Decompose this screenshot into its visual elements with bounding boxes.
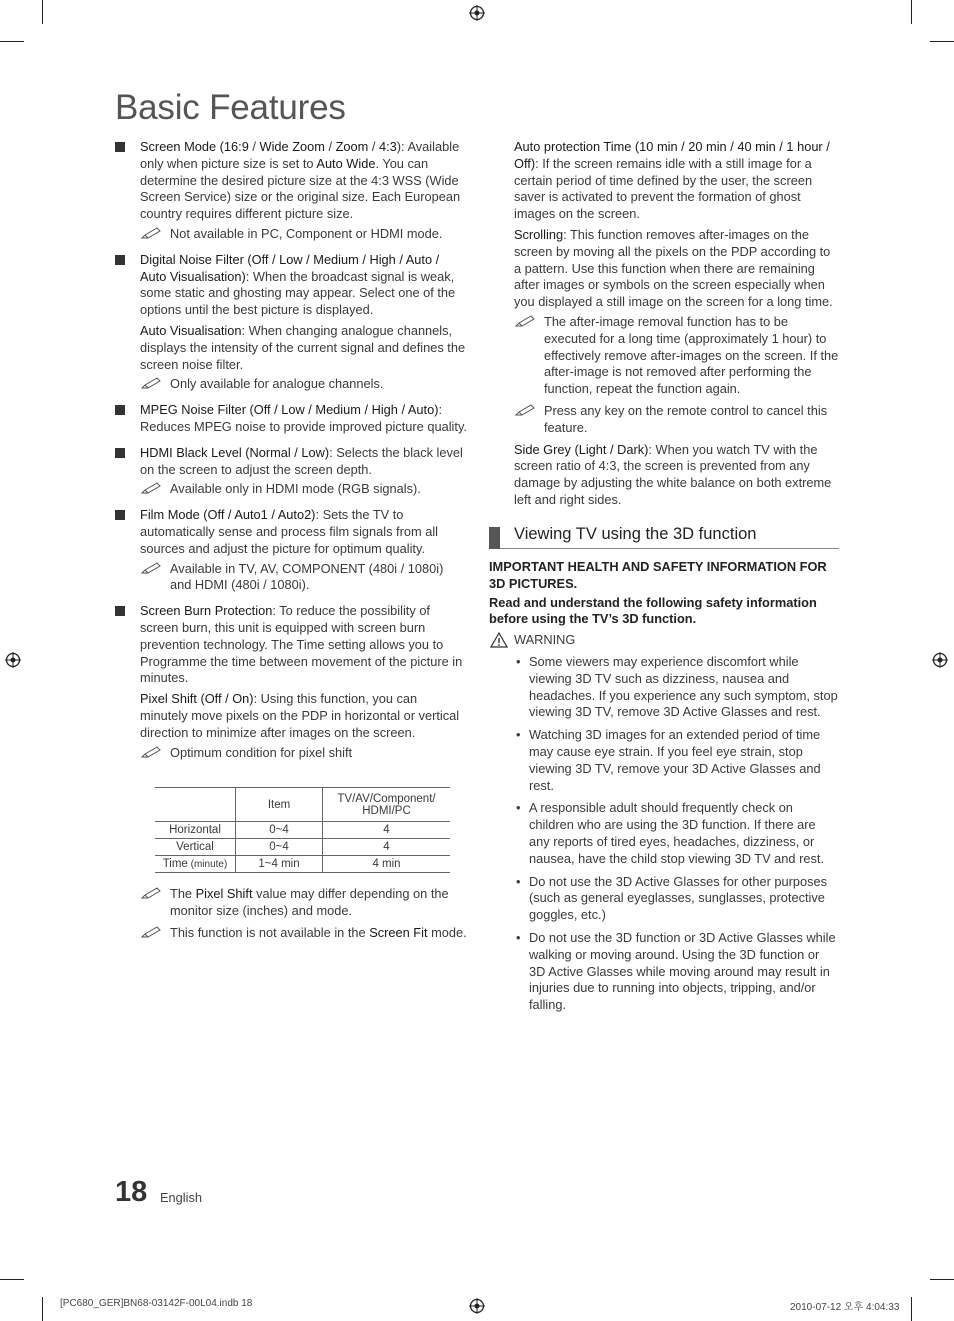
note: This function is not available in the Screen Fit mode. — [140, 925, 467, 942]
crop-mark — [42, 0, 43, 24]
bullet-dot: • — [516, 800, 521, 816]
note: Available only in HDMI mode (RGB signals). — [140, 481, 467, 498]
crop-mark — [911, 0, 912, 24]
warning-triangle-icon — [490, 632, 508, 648]
note: Only available for analogue channels. — [140, 376, 467, 393]
page-number: 18 — [115, 1176, 148, 1208]
pencil-note-icon — [140, 925, 162, 939]
registration-mark-icon — [469, 1298, 485, 1314]
digital-noise-filter-item: Digital Noise Filter (Off / Low / Medium / High / Auto / Auto Visualisation): When the broadcast signal is weak, some static and ghosting may appear. Select one of the options until the best picture is displayed. Auto Visualisation: When changing analogue channels, displays the intensity of the current signal and defines the screen noise filter. Only available for analogue channels. — [115, 252, 467, 393]
important-heading: IMPORTANT HEALTH AND SAFETY INFORMATION FOR 3D PICTURES. — [489, 559, 827, 591]
registration-mark-icon — [5, 652, 21, 668]
pencil-note-icon — [140, 745, 162, 759]
hdmi-black-level-item: HDMI Black Level (Normal / Low): Selects the black level on the screen to adjust the screen depth. Available only in HDMI mode (RGB signals). — [115, 445, 467, 498]
3d-section — [489, 559, 839, 1020]
screen-mode-item: Screen Mode (16:9 / Wide Zoom / Zoom / 4:3): Available only when picture size is set to Auto Wide. You can determine the desired picture size at the 4:3 WSS (Wide Screen Service) size or the original size. Each European country requires different picture size. Not available in PC, Component or HDMI mode. — [115, 139, 467, 243]
square-bullet-icon — [115, 448, 125, 458]
crop-mark — [930, 41, 954, 42]
note: Not available in PC, Component or HDMI mode. — [140, 226, 467, 243]
table-row: Vertical 0~4 4 — [155, 839, 450, 856]
list-item: • Do not use the 3D function or 3D Active Glasses while walking or moving around. Using the 3D function or 3D Active Glasses while moving around may result in injuries due to running into objects, tripping, and/or falling. — [516, 929, 836, 1013]
registration-mark-icon — [469, 5, 485, 21]
pencil-note-icon — [140, 376, 162, 390]
bullet-dot: • — [516, 653, 521, 669]
square-bullet-icon — [115, 606, 125, 616]
bullet-dot: • — [516, 929, 521, 945]
pencil-note-icon — [140, 886, 162, 900]
page-language: English — [160, 1190, 202, 1205]
section-bar — [489, 527, 500, 549]
table-row: Horizontal 0~4 4 — [155, 822, 450, 839]
square-bullet-icon — [115, 405, 125, 415]
square-bullet-icon — [115, 255, 125, 265]
registration-mark-icon — [932, 652, 948, 668]
table-row: Time (minute) 1~4 min 4 min — [155, 856, 450, 873]
screen-burn-protection-item: Screen Burn Protection: To reduce the possibility of screen burn, this unit is equipped with screen burn prevention technology. The Time setting allows you to Programme the time between movement of the picture in minutes. Pixel Shift (Off / On): Using this function, you can minutely move pixels on the PDP in horizontal or vertical direction to minimize after images on the screen. Optimum condition for pixel shift — [115, 603, 467, 761]
crop-mark — [0, 1279, 24, 1280]
warning-heading: WARNING — [489, 632, 839, 649]
page-title: Basic Features — [115, 88, 346, 127]
note: Available in TV, AV, COMPONENT (480i / 1080i) and HDMI (480i / 1080i). — [140, 561, 467, 595]
bullet-dot: • — [516, 873, 521, 889]
table-header-tv: TV/AV/Component/ HDMI/PC — [323, 788, 451, 822]
film-mode-item: Film Mode (Off / Auto1 / Auto2): Sets the TV to automatically sense and process film signals from all sources and adjust the picture for optimum quality. Available in TV, AV, COMPONENT (480i / 1080i) and HDMI (480i / 1080i). — [115, 507, 467, 594]
list-item: • A responsible adult should frequently check on children who are using the 3D function. If there are any reports of tired eyes, headaches, dizziness, or nausea, have the child stop viewing 3D TV and rest. — [516, 800, 824, 866]
important-subheading: Read and understand the following safety information before using the TV’s 3D function. — [489, 594, 817, 627]
left-column — [115, 139, 467, 770]
crop-mark — [911, 1297, 912, 1321]
pencil-note-icon — [140, 226, 162, 240]
note: The Pixel Shift value may differ depending on the monitor size (inches) and mode. — [140, 886, 467, 920]
list-item: • Do not use the 3D Active Glasses for other purposes (such as general eyeglasses, sunglasses, protective goggles, etc.) — [516, 873, 828, 923]
bullet-dot: • — [516, 727, 521, 743]
footer-file-info: [PC680_GER]BN68-03142F-00L04.indb 18 — [60, 1298, 253, 1309]
list-item: • Some viewers may experience discomfort while viewing 3D TV such as dizziness, nausea and headaches. If you experience any such symptom, stop viewing 3D TV, remove 3D Active Glasses and rest. — [516, 653, 838, 720]
square-bullet-icon — [115, 142, 125, 152]
section-title: Viewing TV using the 3D function — [514, 525, 757, 543]
note: The after-image removal function has to be executed for a long time (approximately 1 hour) to effectively remove after-images on the screen. If the after-image is not removed after performing the function, repeat the function again. — [514, 314, 839, 398]
crop-mark — [0, 41, 24, 42]
pencil-note-icon — [514, 403, 536, 417]
pencil-note-icon — [514, 314, 536, 328]
square-bullet-icon — [115, 510, 125, 520]
footer-timestamp: 2010-07-12 오후 4:04:33 — [790, 1302, 900, 1313]
crop-mark — [930, 1279, 954, 1280]
table-notes — [140, 886, 467, 941]
mpeg-noise-filter-item: MPEG Noise Filter (Off / Low / Medium / High / Auto): Reduces MPEG noise to provide improved picture quality. — [115, 402, 467, 436]
pencil-note-icon — [140, 481, 162, 495]
pencil-note-icon — [140, 561, 162, 575]
right-column: Auto protection Time (10 min / 20 min / 40 min / 1 hour / Off): If the screen remains idle with a still image for a certain period of time defined by the user, the screen saver is activated to prevent the formation of ghost images on the screen. Scrolling: This function removes after-images on the screen by moving all the pixels on the PDP according to a pattern. Use this function when there are remaining after images or symbols on the screen especially when you displayed a still image on the screen for a long time. The after-image removal function has to be executed for a long time (approximately 1 hour) to effectively remove after-images on the screen. If the after-image is not removed after performing the function, repeat the function again. Press any key on the remote control to cancel this feature. Side Grey (Light / Dark): When you watch TV with the screen ratio of 4:3, the screen is prevented from any damage by adjusting the white balance on both extreme left and right sides. — [514, 139, 839, 507]
section-header — [489, 524, 839, 549]
pixel-shift-table — [155, 787, 450, 873]
table-header-item: Item — [236, 788, 323, 822]
table-header-row — [155, 788, 450, 822]
note: Optimum condition for pixel shift — [140, 745, 467, 762]
note: Press any key on the remote control to cancel this feature. — [514, 403, 839, 437]
list-item: • Watching 3D images for an extended period of time may cause eye strain. If you feel eye strain, stop viewing 3D TV, remove your 3D Active Glasses and rest. — [516, 727, 821, 793]
crop-mark — [42, 1297, 43, 1321]
